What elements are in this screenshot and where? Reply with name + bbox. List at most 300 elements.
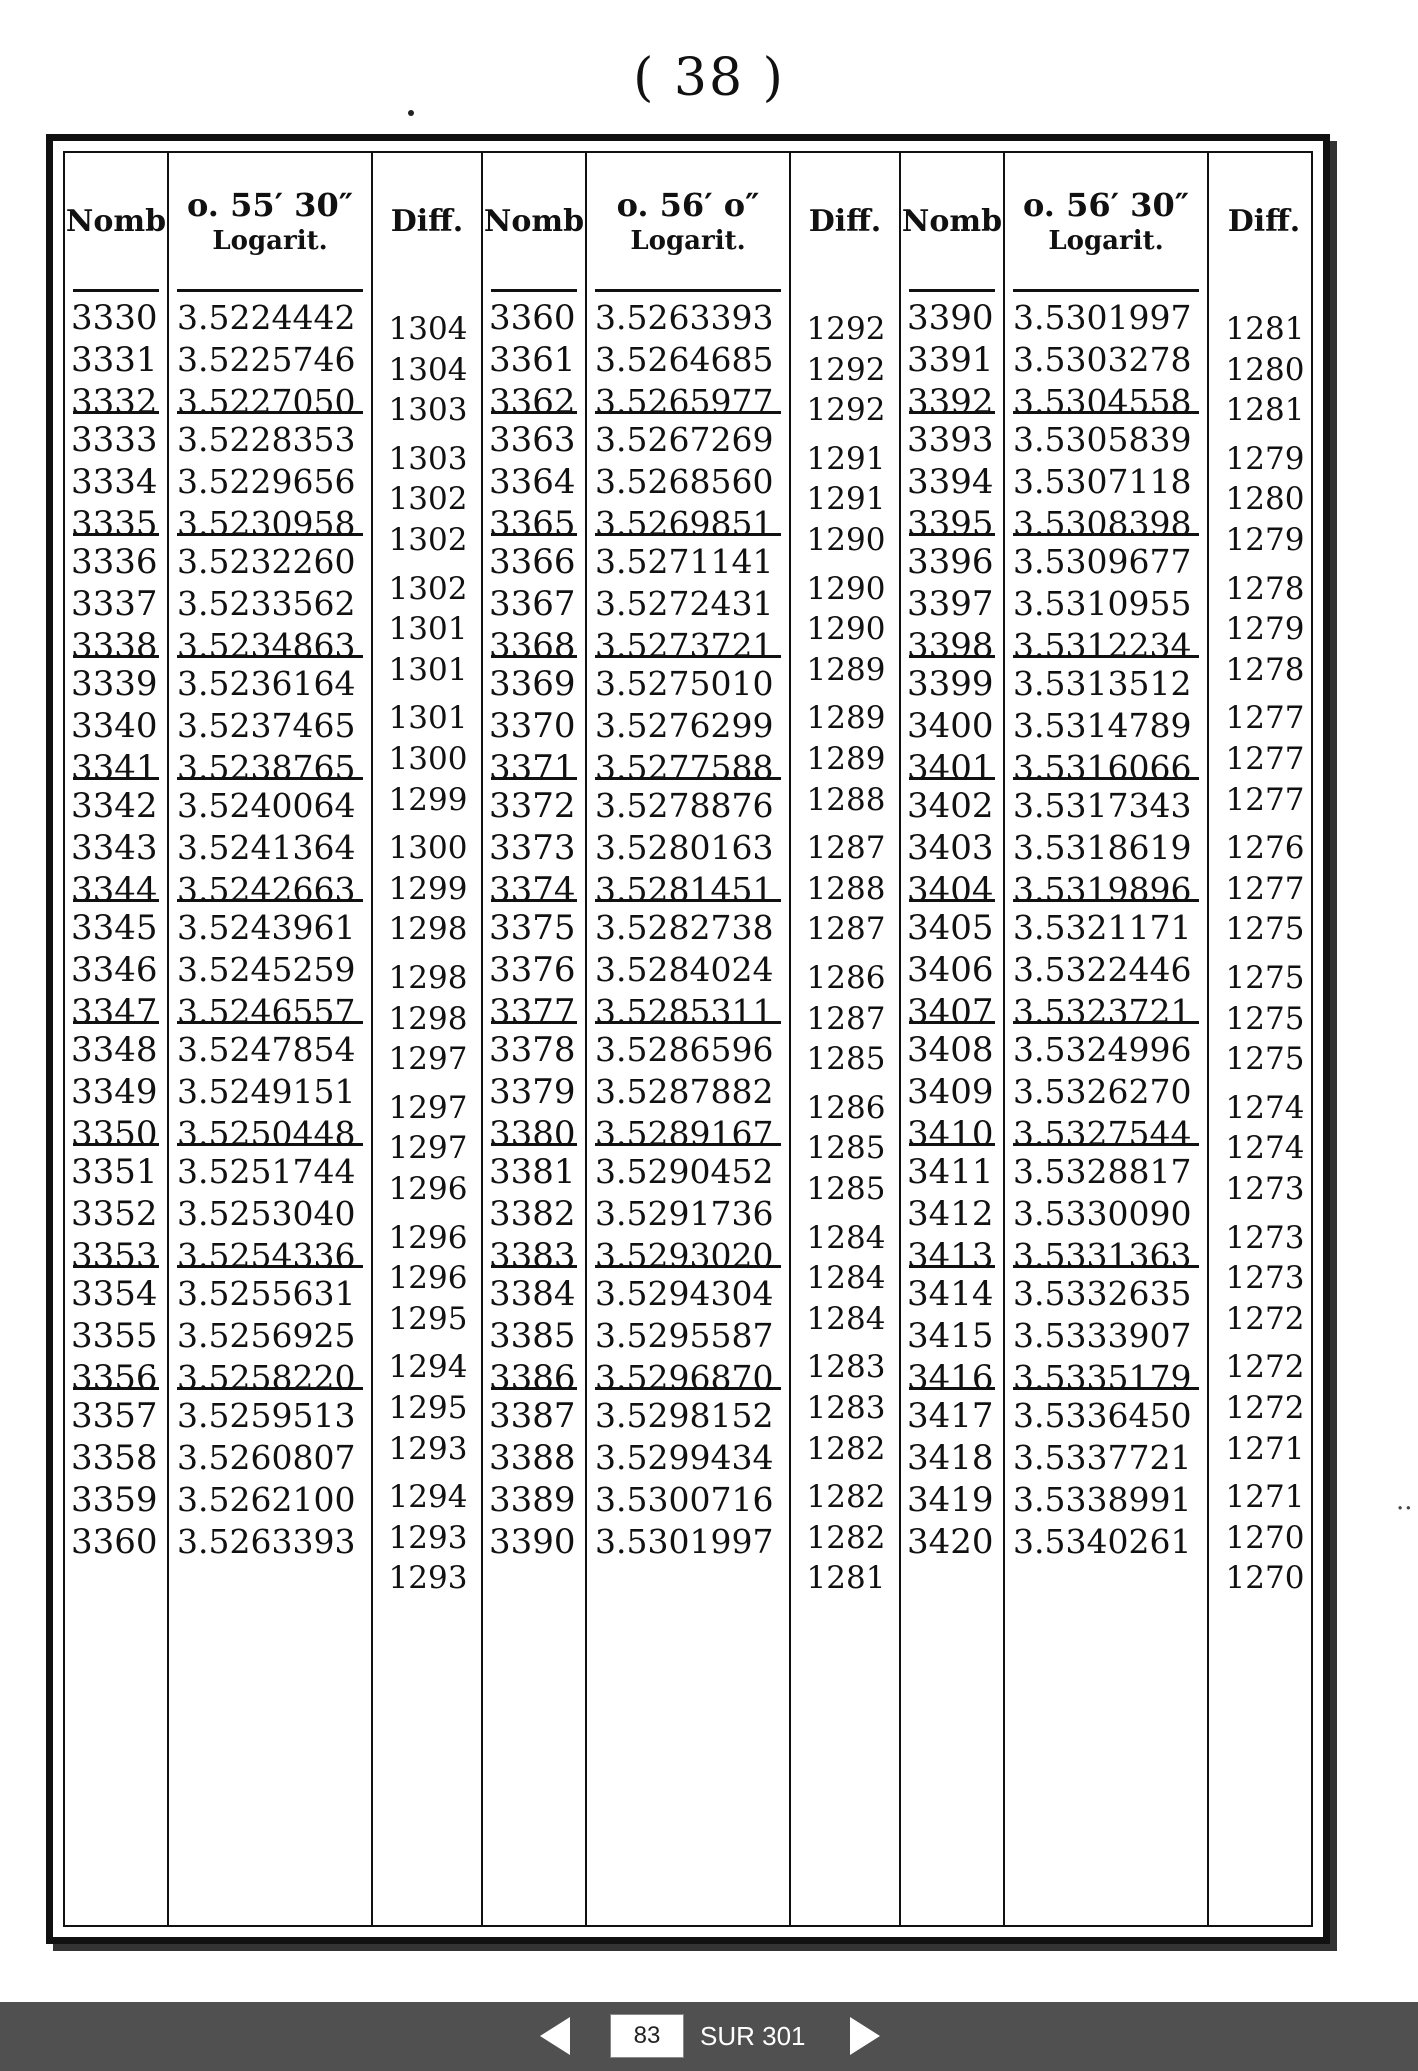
difference-value: 1277 [1225,781,1305,818]
nomb-column [65,153,169,1925]
logarithm-value: 3.5316066 [1013,748,1192,787]
logarithm-value: 3.5265977 [595,382,774,421]
nomb-header-text: Nomb [483,203,585,239]
logarithm-value: 3.5251744 [177,1152,356,1191]
difference-value: 1301 [388,651,468,688]
difference-value: 1278 [1225,651,1305,688]
logarithm-group [587,1387,789,1575]
nomb-value: 3347 [71,992,158,1032]
difference-value: 1282 [806,1430,886,1467]
logarithm-header [1005,153,1207,289]
nomb-value: 3367 [489,584,576,624]
logarithm-value: 3.5237465 [177,706,356,745]
difference-value: 1275 [1225,911,1305,948]
logarithm-value: 3.5318619 [1013,828,1192,867]
difference-value: 1300 [388,741,468,777]
nomb-value: 3388 [489,1438,576,1478]
logarithm-column [587,153,791,1925]
nomb-value: 3334 [71,462,158,502]
difference-value: 1284 [806,1219,886,1256]
nomb-value: 3372 [489,786,576,826]
logarithm-value: 3.5331363 [1013,1236,1192,1275]
logarithm-value: 3.5262100 [177,1480,356,1519]
diff-header [791,153,899,289]
nomb-value: 3416 [907,1358,994,1398]
nomb-value: 3358 [71,1438,158,1478]
page-number: ( 38 ) [633,48,785,108]
nomb-value: 3353 [71,1236,158,1276]
difference-value: 1304 [388,351,468,388]
nomb-value: 3380 [489,1114,576,1154]
nomb-column [901,153,1005,1925]
difference-value: 1270 [1225,1560,1305,1597]
difference-value: 1281 [1225,311,1305,347]
difference-value: 1298 [388,911,468,948]
nomb-value: 3362 [489,382,576,422]
nomb-value: 3345 [71,908,158,948]
nomb-value: 3346 [71,950,158,990]
nomb-value: 3407 [907,992,994,1032]
difference-value: 1289 [806,741,886,777]
logarithm-value: 3.5238765 [177,748,356,787]
difference-value: 1284 [806,1300,886,1337]
page-navigation-bar [0,2002,1418,2071]
logarithm-value: 3.5241364 [177,828,356,867]
logarithm-value: 3.5278876 [595,786,774,825]
difference-value: 1277 [1225,700,1305,737]
nomb-value: 3360 [489,298,576,338]
table-block [65,153,483,1925]
nomb-value: 3332 [71,382,158,422]
difference-value: 1272 [1225,1349,1305,1386]
logarithm-value: 3.5312234 [1013,626,1192,665]
difference-value: 1275 [1225,1000,1305,1037]
logarithm-value: 3.5264685 [595,340,774,379]
difference-value: 1301 [388,611,468,648]
nomb-value: 3333 [71,420,158,460]
difference-value: 1289 [806,700,886,737]
difference-value: 1285 [806,1041,886,1078]
difference-value: 1302 [388,522,468,558]
logarithm-group [1005,1387,1207,1575]
nomb-value: 3420 [907,1522,994,1562]
difference-value: 1273 [1225,1260,1305,1297]
difference-value: 1293 [388,1519,468,1556]
difference-value: 1295 [388,1390,468,1426]
difference-value: 1281 [806,1560,886,1597]
nomb-value: 3338 [71,626,158,666]
nomb-value: 3331 [71,340,158,380]
logarithm-value: 3.5282738 [595,908,774,947]
nomb-value: 3389 [489,1480,576,1520]
logarithm-value: 3.5290452 [595,1152,774,1191]
difference-value: 1271 [1225,1479,1305,1516]
table-block [483,153,901,1925]
nomb-value: 3357 [71,1396,158,1436]
logarithm-value: 3.5294304 [595,1274,774,1313]
logarithm-value: 3.5285311 [595,992,774,1031]
logarithm-header [169,153,371,289]
logarithm-value: 3.5225746 [177,340,356,379]
difference-value: 1290 [806,522,886,558]
nomb-value: 3378 [489,1030,576,1070]
nomb-value: 3373 [489,828,576,868]
logarithm-value: 3.5321171 [1013,908,1192,947]
difference-value: 1292 [806,351,886,388]
logarithm-value: 3.5259513 [177,1396,356,1435]
nomb-value: 3369 [489,664,576,704]
nomb-value: 3370 [489,706,576,746]
logarithm-value: 3.5240064 [177,786,356,825]
logarithm-column [169,153,373,1925]
nomb-value: 3400 [907,706,994,746]
logarithm-value: 3.5247854 [177,1030,356,1069]
difference-value: 1285 [806,1171,886,1207]
nomb-value: 3360 [71,1522,158,1562]
logarithm-value: 3.5242663 [177,870,356,909]
difference-value: 1288 [806,870,886,907]
logarithm-value: 3.5236164 [177,664,356,703]
difference-value: 1294 [388,1479,468,1516]
difference-value: 1288 [806,781,886,818]
nomb-value: 3348 [71,1030,158,1070]
previous-page-button[interactable] [540,2017,570,2055]
logarithm-value: 3.5234863 [177,626,356,665]
nomb-group [483,1387,585,1575]
diff-header-text: Diff. [390,203,464,239]
nomb-column [483,153,587,1925]
difference-value: 1271 [1225,1430,1305,1467]
difference-value: 1292 [806,392,886,429]
nomb-value: 3339 [71,664,158,704]
nomb-value: 3371 [489,748,576,788]
logarithm-value: 3.5227050 [177,382,356,421]
nomb-value: 3330 [71,298,158,338]
nomb-value: 3410 [907,1114,994,1154]
nomb-value: 3375 [489,908,576,948]
logarithm-value: 3.5260807 [177,1438,356,1477]
logarithm-value: 3.5245259 [177,950,356,989]
difference-value: 1302 [388,481,468,518]
nomb-value: 3382 [489,1194,576,1234]
nomb-value: 3396 [907,542,994,582]
nomb-value: 3381 [489,1152,576,1192]
nomb-value: 3343 [71,828,158,868]
nomb-value: 3376 [489,950,576,990]
difference-value: 1287 [806,911,886,948]
logarithm-value: 3.5338991 [1013,1480,1192,1519]
logarithm-value: 3.5267269 [595,420,774,459]
nomb-header [901,153,1003,289]
logarithm-value: 3.5295587 [595,1316,774,1355]
nomb-value: 3391 [907,340,994,380]
nomb-value: 3387 [489,1396,576,1436]
difference-value: 1282 [806,1519,886,1556]
ink-speck [408,110,414,116]
difference-value: 1283 [806,1390,886,1426]
logarithm-value: 3.5233562 [177,584,356,623]
logarithm-value: 3.5293020 [595,1236,774,1275]
nomb-value: 3401 [907,748,994,788]
nomb-value: 3354 [71,1274,158,1314]
nomb-value: 3344 [71,870,158,910]
logarithm-value: 3.5303278 [1013,340,1192,379]
logarithm-value: 3.5255631 [177,1274,356,1313]
nomb-header [65,153,167,289]
logarithm-value: 3.5314789 [1013,706,1192,745]
logarithm-value: 3.5296870 [595,1358,774,1397]
nomb-value: 3395 [907,504,994,544]
nomb-value: 3394 [907,462,994,502]
logarithm-value: 3.5253040 [177,1194,356,1233]
nomb-value: 3393 [907,420,994,460]
difference-value: 1292 [806,311,886,347]
logarithm-value: 3.5308398 [1013,504,1192,543]
difference-value: 1296 [388,1260,468,1297]
difference-column [373,153,483,1925]
nomb-value: 3386 [489,1358,576,1398]
nomb-value: 3374 [489,870,576,910]
nomb-header-text: Nomb [65,203,167,239]
difference-value: 1286 [806,1089,886,1126]
nomb-value: 3377 [489,992,576,1032]
logarithm-value: 3.5330090 [1013,1194,1192,1233]
logarithm-value: 3.5333907 [1013,1316,1192,1355]
difference-value: 1297 [388,1089,468,1126]
logarithm-value: 3.5307118 [1013,462,1192,501]
logarithm-column [1005,153,1209,1925]
nomb-value: 3404 [907,870,994,910]
difference-value: 1276 [1225,830,1305,867]
difference-value: 1277 [1225,741,1305,777]
logarithm-value: 3.5326270 [1013,1072,1192,1111]
difference-value: 1297 [388,1041,468,1078]
logarithm-value: 3.5224442 [177,298,356,337]
difference-value: 1285 [806,1130,886,1167]
nomb-value: 3403 [907,828,994,868]
nomb-value: 3398 [907,626,994,666]
difference-value: 1294 [388,1349,468,1386]
difference-value: 1296 [388,1171,468,1207]
logarithm-value: 3.5332635 [1013,1274,1192,1313]
logarithm-value: 3.5277588 [595,748,774,787]
logarithm-value: 3.5317343 [1013,786,1192,825]
logarithm-value: 3.5335179 [1013,1358,1192,1397]
nomb-value: 3351 [71,1152,158,1192]
difference-value: 1297 [388,1130,468,1167]
logarithm-value: 3.5327544 [1013,1114,1192,1153]
difference-value: 1272 [1225,1390,1305,1426]
nomb-value: 3385 [489,1316,576,1356]
nomb-value: 3399 [907,664,994,704]
nomb-value: 3417 [907,1396,994,1436]
diff-header-text: Diff. [1227,203,1301,239]
angle-label: o. 55′ 30″ [187,186,353,224]
logarithm-value: 3.5263393 [177,1522,356,1561]
difference-value: 1293 [388,1430,468,1467]
difference-value: 1299 [388,870,468,907]
logarithm-value: 3.5269851 [595,504,774,543]
logarithm-value: 3.5337721 [1013,1438,1192,1477]
nomb-value: 3405 [907,908,994,948]
nomb-group [65,1387,167,1575]
nomb-value: 3355 [71,1316,158,1356]
difference-value: 1281 [1225,392,1305,429]
nomb-value: 3349 [71,1072,158,1112]
nomb-value: 3352 [71,1194,158,1234]
difference-value: 1280 [1225,481,1305,518]
nomb-value: 3384 [489,1274,576,1314]
angle-label: o. 56′ 30″ [1023,186,1189,224]
difference-value: 1304 [388,311,468,347]
logarit-label: Logarit. [630,226,746,256]
logarithm-value: 3.5284024 [595,950,774,989]
nomb-value: 3402 [907,786,994,826]
difference-value: 1290 [806,611,886,648]
nomb-value: 3368 [489,626,576,666]
nomb-value: 3361 [489,340,576,380]
logarithm-value: 3.5336450 [1013,1396,1192,1435]
diff-header [1209,153,1319,289]
difference-value: 1279 [1225,522,1305,558]
difference-value: 1299 [388,781,468,818]
difference-value: 1272 [1225,1300,1305,1337]
difference-value: 1282 [806,1479,886,1516]
difference-value: 1284 [806,1260,886,1297]
nomb-value: 3379 [489,1072,576,1112]
difference-value: 1295 [388,1300,468,1337]
difference-value: 1279 [1225,611,1305,648]
nomb-value: 3412 [907,1194,994,1234]
difference-value: 1277 [1225,870,1305,907]
difference-value: 1303 [388,392,468,429]
nomb-value: 3409 [907,1072,994,1112]
difference-value: 1303 [388,440,468,477]
logarithm-value: 3.5263393 [595,298,774,337]
logarithm-value: 3.5287882 [595,1072,774,1111]
difference-column [791,153,901,1925]
nomb-value: 3413 [907,1236,994,1276]
difference-value: 1273 [1225,1171,1305,1207]
difference-value: 1275 [1225,960,1305,996]
nomb-value: 3411 [907,1152,994,1192]
logarithm-value: 3.5309677 [1013,542,1192,581]
logarithm-value: 3.5246557 [177,992,356,1031]
nomb-value: 3359 [71,1480,158,1520]
nomb-value: 3336 [71,542,158,582]
logarithm-value: 3.5298152 [595,1396,774,1435]
diff-header [373,153,481,289]
difference-value: 1273 [1225,1219,1305,1256]
difference-value: 1286 [806,960,886,996]
difference-value: 1274 [1225,1089,1305,1126]
difference-value: 1291 [806,440,886,477]
logarithm-value: 3.5305839 [1013,420,1192,459]
nomb-value: 3419 [907,1480,994,1520]
logarithm-value: 3.5286596 [595,1030,774,1069]
logarithm-value: 3.5304558 [1013,382,1192,421]
logarithm-value: 3.5328817 [1013,1152,1192,1191]
difference-column [1209,153,1319,1925]
difference-value: 1287 [806,1000,886,1037]
logarithm-value: 3.5232260 [177,542,356,581]
logarithm-value: 3.5300716 [595,1480,774,1519]
nomb-header [483,153,585,289]
nomb-value: 3364 [489,462,576,502]
nomb-header-text: Nomb [901,203,1003,239]
difference-value: 1301 [388,700,468,737]
difference-value: 1270 [1225,1519,1305,1556]
nomb-value: 3337 [71,584,158,624]
difference-value: 1290 [806,570,886,607]
logarithm-value: 3.5243961 [177,908,356,947]
logarithm-value: 3.5280163 [595,828,774,867]
difference-value: 1298 [388,1000,468,1037]
nomb-value: 3356 [71,1358,158,1398]
logarithm-value: 3.5319896 [1013,870,1192,909]
nomb-value: 3414 [907,1274,994,1314]
logarithm-value: 3.5281451 [595,870,774,909]
logarithm-value: 3.5301997 [1013,298,1192,337]
nomb-value: 3397 [907,584,994,624]
logarithm-value: 3.5258220 [177,1358,356,1397]
nomb-value: 3390 [489,1522,576,1562]
difference-value: 1275 [1225,1041,1305,1078]
logarithm-value: 3.5256925 [177,1316,356,1355]
logarithm-value: 3.5250448 [177,1114,356,1153]
logarithm-value: 3.5249151 [177,1072,356,1111]
nomb-value: 3342 [71,786,158,826]
nomb-value: 3390 [907,298,994,338]
nomb-value: 3383 [489,1236,576,1276]
table-block [901,153,1319,1925]
logarithm-value: 3.5272431 [595,584,774,623]
nomb-value: 3363 [489,420,576,460]
logarit-label: Logarit. [1048,226,1164,256]
logarithm-value: 3.5230958 [177,504,356,543]
nomb-value: 3335 [71,504,158,544]
difference-value: 1300 [388,830,468,867]
difference-value: 1283 [806,1349,886,1386]
diff-header-text: Diff. [808,203,882,239]
logarithm-value: 3.5340261 [1013,1522,1192,1561]
nomb-value: 3366 [489,542,576,582]
logarithm-value: 3.5273721 [595,626,774,665]
logarithm-value: 3.5254336 [177,1236,356,1275]
logarit-label: Logarit. [212,226,328,256]
nomb-value: 3350 [71,1114,158,1154]
page-number-input[interactable] [610,2014,684,2058]
difference-value: 1291 [806,481,886,518]
logarithm-value: 3.5324996 [1013,1030,1192,1069]
difference-value: 1296 [388,1219,468,1256]
difference-value: 1298 [388,960,468,996]
nomb-value: 3418 [907,1438,994,1478]
difference-value: 1278 [1225,570,1305,607]
table-body [63,151,1313,1927]
logarithm-value: 3.5289167 [595,1114,774,1153]
logarithm-value: 3.5228353 [177,420,356,459]
difference-value: 1289 [806,651,886,688]
logarithm-value: 3.5299434 [595,1438,774,1477]
logarithm-value: 3.5310955 [1013,584,1192,623]
next-page-button[interactable] [850,2017,880,2055]
difference-value: 1280 [1225,351,1305,388]
difference-value: 1287 [806,830,886,867]
logarithm-value: 3.5313512 [1013,664,1192,703]
angle-label: o. 56′ o″ [616,186,760,224]
logarithm-group [169,1387,371,1575]
